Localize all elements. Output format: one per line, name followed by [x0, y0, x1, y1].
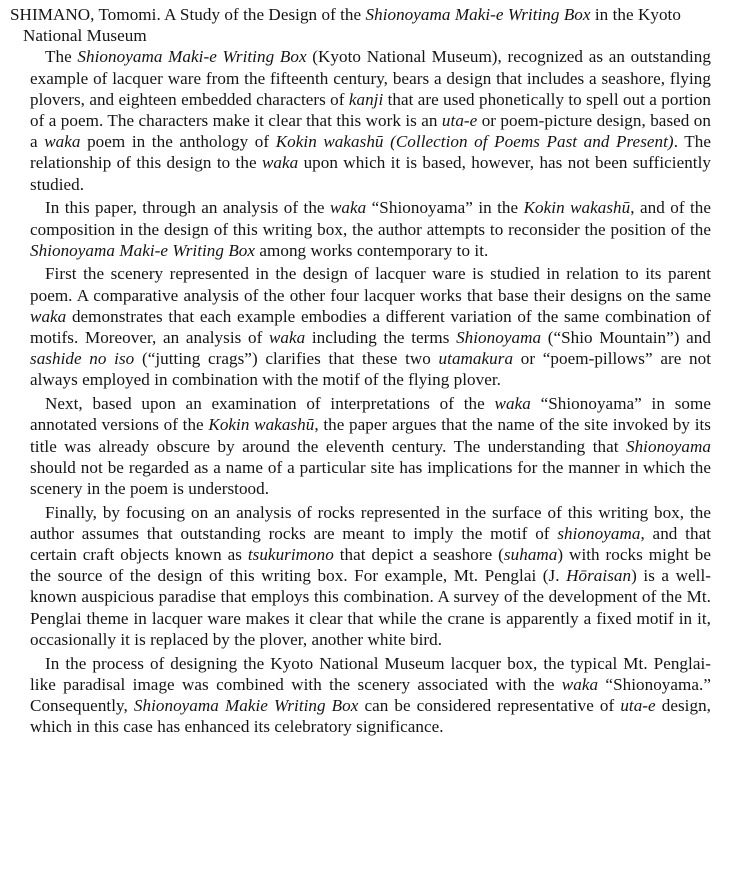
abstract-paragraph [30, 653, 711, 738]
text-run: In the process of designing the Kyoto National Museum lacquer box, the typical Mt. Penglai-like paradisal image was combined with the scenery associated with the [30, 653, 711, 694]
italic-term: utamakura [438, 349, 514, 369]
text-run: Next, based upon an examination of interpretations of the [45, 394, 495, 414]
title-suffix: in the Kyoto National Museum [23, 5, 681, 46]
abstract-paragraph [30, 393, 711, 499]
text-run: poem in the anthology of [80, 132, 276, 152]
text-run: ) is a well-known auspicious paradise that employs this combination. A survey of the development of the Mt. Penglai theme in lacquer ware makes it clear that while the crane is apparently a fixed motif in it, occasionally it is replaced by the plover, another white bird. [30, 566, 711, 649]
italic-term: waka [261, 153, 299, 173]
text-run: that depict a seashore ( [333, 545, 504, 565]
text-run: or poem-picture design, based on a [30, 111, 711, 152]
text-run: Finally, by focusing on an analysis of rocks represented in the surface of this writing box, the author assumes that outstanding rocks are meant to imply the motif of [30, 502, 711, 543]
italic-term: uta-e [620, 696, 656, 715]
italic-term: Shionoyama Maki-e Writing Box [77, 47, 307, 67]
text-run: (Kyoto National Museum), recognized as an outstanding example of lacquer ware from the fifteenth century, bears a design that includes a seashore, flying plovers, and eighteen embedded characters of [30, 47, 712, 109]
text-run: . The relationship of this design to the [30, 132, 711, 173]
abstract-paragraph [30, 502, 711, 650]
italic-term: waka [494, 394, 531, 414]
text-run: among works contemporary to it. [255, 240, 489, 260]
text-run: can be considered representative of [358, 696, 621, 715]
text-run: that are used phonetically to spell out a portion of a poem. The characters make it clear that this work is an [30, 89, 711, 131]
italic-term: tsukurimono [247, 545, 334, 565]
author-name: SHIMANO, Tomomi. [10, 5, 161, 24]
italic-term: suhama [503, 545, 558, 565]
text-run: , and of the composition in the design of this writing box, the author attempts to reconsider the position of the [30, 198, 712, 239]
italic-term: waka [561, 674, 599, 694]
abstract-body [30, 46, 711, 737]
text-run: or “poem-pillows” are not always employed in combination with the motif of the flying plover. [30, 349, 711, 390]
text-run: , the paper argues that the name of the site invoked by its title was already obscure by around the eleventh century. The understanding that [30, 415, 711, 456]
text-run: In this paper, through an analysis of the [45, 198, 330, 218]
italic-term: waka [329, 198, 367, 218]
abstract-paragraph [30, 46, 711, 194]
abstract-paragraph [30, 263, 711, 390]
italic-term: shionoyama [557, 523, 641, 543]
italic-term: Shionoyama Maki-e Writing Box [30, 240, 256, 260]
text-run: “Shionoyama” in some annotated versions of the [30, 394, 711, 435]
italic-term: Kokin wakashū [208, 415, 315, 435]
italic-term: Hōraisan [566, 566, 632, 586]
italic-term: Shionoyama [456, 328, 542, 348]
text-run: , and that certain craft objects known as [30, 523, 712, 565]
title-prefix: A Study of the Design of the [160, 5, 366, 24]
text-run: The [45, 47, 78, 67]
abstract-paragraph [30, 197, 711, 261]
abstract-heading [10, 4, 729, 46]
italic-term: sashide no iso [30, 349, 135, 369]
text-run: “Shionoyama.” Consequently, [30, 674, 711, 715]
text-run: design, which in this case has enhanced its celebratory significance. [30, 696, 711, 737]
italic-term: waka [268, 328, 306, 348]
work-title: Shionoyama Maki-e Writing Box [365, 5, 591, 24]
text-run: (“Shio Mountain”) and [541, 328, 711, 348]
italic-term: Kokin wakashū (Collection of Poems Past and Present) [275, 132, 674, 152]
text-run: ) with rocks might be the source of the design of this writing box. For example, Mt. Penglai (J. [30, 545, 712, 586]
text-run: (“jutting crags”) clarifies that these two [134, 349, 439, 369]
text-run: upon which it is based, however, has not been sufficiently studied. [30, 153, 711, 194]
italic-term: waka [30, 306, 67, 326]
italic-term: Shionoyama Makie Writing Box [133, 696, 359, 715]
text-run: demonstrates that each example embodies a different variation of the same combination of motifs. Moreover, an analysis of [30, 306, 711, 348]
text-run: including the terms [305, 328, 457, 348]
italic-term: Kokin wakashū [523, 198, 631, 218]
italic-term: uta-e [441, 111, 478, 131]
text-run: First the scenery represented in the design of lacquer ware is studied in relation to its parent poem. A comparative analysis of the other four lacquer works that base their designs on the same [30, 264, 711, 305]
italic-term: Shionoyama [625, 436, 711, 456]
italic-term: waka [44, 132, 81, 152]
italic-term: kanji [348, 89, 384, 109]
text-run: “Shionoyama” in the [366, 198, 524, 218]
text-run: should not be regarded as a name of a particular site has implications for the manner in which the scenery in the poem is understood. [30, 457, 711, 498]
